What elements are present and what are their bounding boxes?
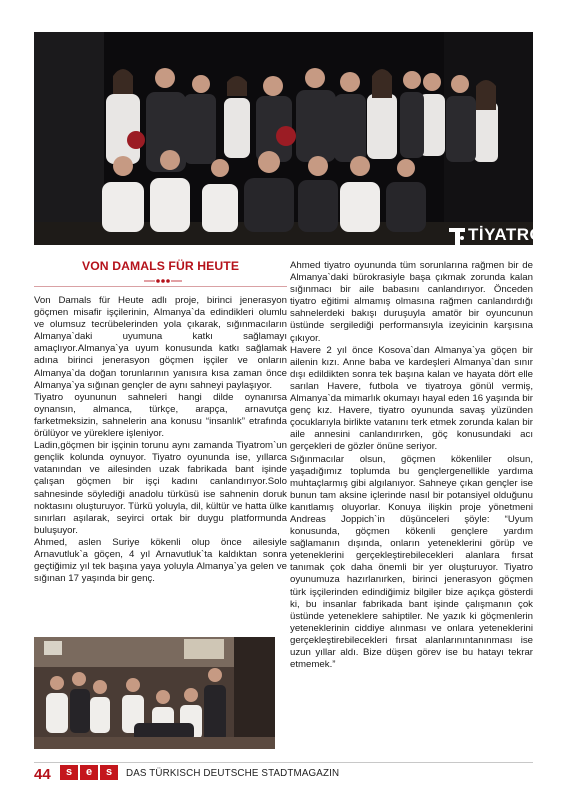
rehearsal-photo-illustration	[34, 637, 275, 749]
article-paragraph: Sığınmacılar olsun, göçmen kökenliler olsun, yaşadığımız toplumda bu gençlergenellikle yardıma muhtaçlarmış gibi algılanıyor. Sahneye çıkan gençler ise bunun tam aksine içlerinde nasıl bir potansiyel olduğunu kanıtlamış oluyorlar. Konuya ilişkin proje yönetmeni Andreas Joppich`in düşünceleri şöyle: “Uyum konusunda, göçmen kökenli gençlere yardım sağlamanın dışında, onların yeteneklerini görüp ve yeteneklerini gerçekleştirebilecekleri alanlara fırsat tanımak çok daha önemli bir yer oluşturuyor. Tiyatro oyunumuza hazırlanırken, birinci jenerasyon göçmen türk işçilerinden edindiğimiz bilgiler bize açıkça gösterdi ki, bu insanlar fabrikada bant işinde çalışmanın çok üstünde yeteneklere sahiptiler. Ne yazık ki göçmenlerin yeteneklerinin ciddiye alınması ve onlara yeteneklerini gerçekleştirebilecekleri fırsat alanlarınıntanınması ise uzun yıllar aldı. Bize düşen görev ise bu hatayı tekrar etmemek.”	[290, 453, 533, 671]
rehearsal-photo	[34, 637, 275, 749]
title-ornament-icon	[144, 276, 182, 286]
article-paragraph: Ahmed, aslen Suriye kökenli olup önce ailesiyle Arnavutluk`a göçen, 4 yıl Arnavutluk`ta kaldıktan sonra geçtiğimiz yıl tek başına yaya yoluyla Almanya`ya gelen ve sığınan 17 yaşında bir genç.	[34, 536, 287, 585]
article-paragraph: Ladin,göçmen bir işçinin torunu aynı zamanda Tiyatrom`un gençlik kolunda oynuyor. Tiyatro oyununda ise, yıllarca vatanından ve ailesinden uzak fabrikada bant işinde çalışan göçmen bir işçi kadını canlandırıyor.Solo sahnesinde söylediği anadolu türküsü ise sahnenin doruk noktasını oluşturuyor. Türkü yoluyla, dil, kültür ve hatta ülke sınırları aşılarak, seyirci ortak bir duygu platformunda buluşuyor.	[34, 440, 287, 536]
ses-logo	[60, 765, 120, 781]
article-paragraph: Von Damals für Heute adlı proje, birinci jenerasyon göçmen misafir işçilerinin, Almanya`da edindikleri olumlu ve olumsuz tecrübelerinden yola çıkarak, sığınmacıların Almanya`daki uyumuna katkı sağlamayı amaçlıyor.Almanya`ya uyum konusunda katkı sağlamak adına birinci jenerasyon göçmen işçiler ve onların Almanya`da doğan torunlarının yanısıra kısa zaman önce Almanya`ya sığınan gençler de aynı sahneyi paylaşıyor.	[34, 295, 287, 391]
tiyatrom-mark-icon	[447, 226, 467, 258]
tiyatrom-name: TİYATROM	[468, 225, 558, 244]
ses-logo-letter: s	[100, 765, 118, 780]
article-paragraph: Tiyatro oyununun sahneleri hangi dilde oynanırsa oynansın, almanca, türkçe, arapça, arnavutça farketmeksizin, sahnelerin ana konusu “insanlık” etrafında örülüyor ve yüreklere işleniyor.	[34, 391, 287, 440]
ses-logo-letter: s	[60, 765, 78, 780]
magazine-name: DAS TÜRKISCH DEUTSCHE STADTMAGAZIN	[126, 768, 340, 779]
article-paragraph: Havere 2 yıl önce Kosova`dan Almanya`ya göçen bir ailenin kızı. Anne baba ve kardeşleri Almanya`dan sınır dışı edildikten sonra tek başına kalan ve hayata dört elle sarılan Havere, futbola ve tiyatroya gönül vermiş, Almanya`da mimarlık okumayı hayal eden 16 yaşında bir genç kız. Havere, tiyatro oyununda savaş yüzünden çocuklarıyla birlikte vatanını terk etmek zorunda kalan bir aile annesini canlandırırken, göç konusundaki acı gerçekleri de gözler önüne seriyor.	[290, 344, 533, 453]
footer-divider	[34, 762, 533, 763]
article-paragraph: Ahmed tiyatro oyununda tüm sorunlarına rağmen bir de Almanya`daki bürokrasiyle başa çıkmak zorunda kalan sığınmacı bir aile babasını canlandırıyor. Önceden tiyatro eğitimi almamış olmasına rağmen canlandırdığı sahnelerdeki bakışı duruşuyla amatör bir oyuncunun üstünde sergilediği performansıyla izeyicinin karşısına çıkıyor.	[290, 260, 533, 344]
tiyatrom-subtitle: Türkisches Theater Berlin	[469, 247, 548, 254]
main-group-photo	[34, 32, 558, 254]
group-photo-illustration	[34, 32, 533, 245]
article-right-column	[290, 260, 533, 671]
article-left-column	[34, 295, 287, 585]
ses-logo-letter: e	[80, 765, 98, 780]
title-divider	[34, 286, 287, 287]
article-title: VON DAMALS FÜR HEUTE	[82, 259, 240, 273]
page-number: 44	[34, 766, 51, 783]
